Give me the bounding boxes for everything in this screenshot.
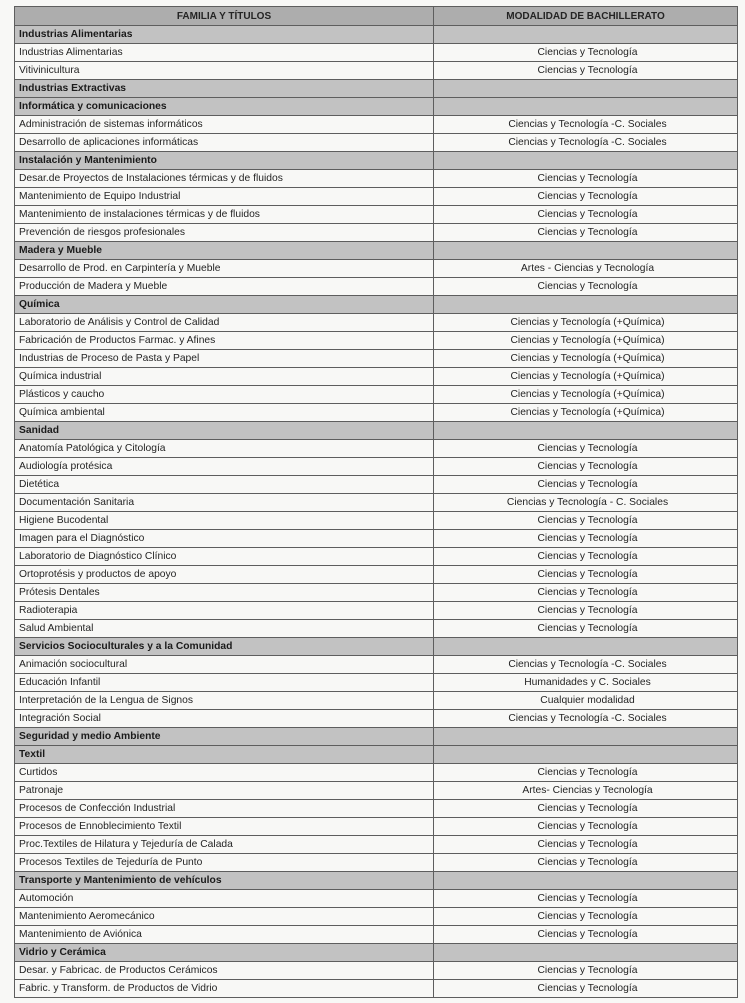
title-name: Mantenimiento de Aviónica: [15, 926, 434, 944]
modality-value: Ciencias y Tecnología: [434, 206, 738, 224]
title-name: Plásticos y caucho: [15, 386, 434, 404]
title-name: Administración de sistemas informáticos: [15, 116, 434, 134]
header-modality: MODALIDAD DE BACHILLERATO: [434, 7, 738, 26]
table-header-row: [15, 7, 738, 26]
family-modality-cell: [434, 728, 738, 746]
table-row: [15, 926, 738, 944]
table-row: [15, 494, 738, 512]
title-name: Producción de Madera y Mueble: [15, 278, 434, 296]
modality-value: Ciencias y Tecnología: [434, 170, 738, 188]
title-name: Prótesis Dentales: [15, 584, 434, 602]
title-name: Proc.Textiles de Hilatura y Tejeduría de Calada: [15, 836, 434, 854]
title-name: Animación sociocultural: [15, 656, 434, 674]
table-row: [15, 980, 738, 998]
title-name: Dietética: [15, 476, 434, 494]
modality-value: Ciencias y Tecnología: [434, 62, 738, 80]
title-name: Interpretación de la Lengua de Signos: [15, 692, 434, 710]
table-row: [15, 818, 738, 836]
title-name: Industrias Alimentarias: [15, 44, 434, 62]
title-name: Desarrollo de aplicaciones informáticas: [15, 134, 434, 152]
family-name: Industrias Alimentarias: [15, 26, 434, 44]
title-name: Mantenimiento de instalaciones térmicas y de fluidos: [15, 206, 434, 224]
table-row: [15, 44, 738, 62]
modality-value: Ciencias y Tecnología: [434, 188, 738, 206]
title-name: Procesos de Ennoblecimiento Textil: [15, 818, 434, 836]
modality-value: Ciencias y Tecnología: [434, 602, 738, 620]
table-row: [15, 440, 738, 458]
family-row: [15, 242, 738, 260]
family-row: [15, 26, 738, 44]
table-row: [15, 836, 738, 854]
table-row: [15, 854, 738, 872]
table-row: [15, 206, 738, 224]
table-row: [15, 278, 738, 296]
family-modality-cell: [434, 944, 738, 962]
modality-value: Ciencias y Tecnología: [434, 44, 738, 62]
table-row: [15, 530, 738, 548]
table-row: [15, 890, 738, 908]
modality-value: Ciencias y Tecnología: [434, 980, 738, 998]
family-row: [15, 80, 738, 98]
family-row: [15, 944, 738, 962]
modality-value: Ciencias y Tecnología (+Química): [434, 332, 738, 350]
modality-value: Artes- Ciencias y Tecnología: [434, 782, 738, 800]
family-name: Seguridad y medio Ambiente: [15, 728, 434, 746]
family-modality-cell: [434, 152, 738, 170]
family-name: Instalación y Mantenimiento: [15, 152, 434, 170]
modality-value: Ciencias y Tecnología: [434, 818, 738, 836]
title-name: Integración Social: [15, 710, 434, 728]
modality-value: Ciencias y Tecnología: [434, 800, 738, 818]
modality-value: Ciencias y Tecnología: [434, 926, 738, 944]
title-name: Patronaje: [15, 782, 434, 800]
family-name: Química: [15, 296, 434, 314]
title-name: Salud Ambiental: [15, 620, 434, 638]
modality-value: Ciencias y Tecnología (+Química): [434, 314, 738, 332]
table-row: [15, 134, 738, 152]
table-body: [15, 26, 738, 998]
title-name: Curtidos: [15, 764, 434, 782]
title-name: Procesos Textiles de Tejeduría de Punto: [15, 854, 434, 872]
table-row: [15, 548, 738, 566]
family-row: [15, 98, 738, 116]
modality-value: Ciencias y Tecnología (+Química): [434, 350, 738, 368]
table-row: [15, 368, 738, 386]
modality-value: Ciencias y Tecnología: [434, 854, 738, 872]
title-name: Anatomía Patológica y Citología: [15, 440, 434, 458]
title-name: Procesos de Confección Industrial: [15, 800, 434, 818]
title-name: Desar. y Fabricac. de Productos Cerámicos: [15, 962, 434, 980]
title-name: Vitivinicultura: [15, 62, 434, 80]
table-row: [15, 62, 738, 80]
family-name: Sanidad: [15, 422, 434, 440]
title-name: Prevención de riesgos profesionales: [15, 224, 434, 242]
modality-value: Ciencias y Tecnología: [434, 962, 738, 980]
family-modality-cell: [434, 26, 738, 44]
family-row: [15, 728, 738, 746]
modality-value: Artes - Ciencias y Tecnología: [434, 260, 738, 278]
table-row: [15, 800, 738, 818]
title-name: Laboratorio de Análisis y Control de Calidad: [15, 314, 434, 332]
title-name: Desarrollo de Prod. en Carpintería y Mueble: [15, 260, 434, 278]
family-modality-cell: [434, 296, 738, 314]
family-name: Transporte y Mantenimiento de vehículos: [15, 872, 434, 890]
title-name: Química ambiental: [15, 404, 434, 422]
header-family-titles: FAMILIA Y TÍTULOS: [15, 7, 434, 26]
table-row: [15, 170, 738, 188]
table-row: [15, 566, 738, 584]
title-name: Laboratorio de Diagnóstico Clínico: [15, 548, 434, 566]
modality-value: Ciencias y Tecnología: [434, 908, 738, 926]
modality-value: Ciencias y Tecnología -C. Sociales: [434, 710, 738, 728]
table-row: [15, 710, 738, 728]
family-modality-cell: [434, 98, 738, 116]
modality-value: Ciencias y Tecnología: [434, 836, 738, 854]
modality-value: Ciencias y Tecnología: [434, 548, 738, 566]
family-name: Informática y comunicaciones: [15, 98, 434, 116]
table-row: [15, 476, 738, 494]
family-name: Textil: [15, 746, 434, 764]
table-row: [15, 674, 738, 692]
modality-value: Ciencias y Tecnología: [434, 476, 738, 494]
title-name: Química industrial: [15, 368, 434, 386]
family-modality-cell: [434, 746, 738, 764]
family-name: Servicios Socioculturales y a la Comunidad: [15, 638, 434, 656]
title-name: Radioterapia: [15, 602, 434, 620]
table-row: [15, 260, 738, 278]
family-row: [15, 296, 738, 314]
family-modality-cell: [434, 80, 738, 98]
modality-value: Ciencias y Tecnología: [434, 458, 738, 476]
table-row: [15, 386, 738, 404]
table-row: [15, 188, 738, 206]
modality-value: Humanidades y C. Sociales: [434, 674, 738, 692]
title-name: Desar.de Proyectos de Instalaciones térmicas y de fluidos: [15, 170, 434, 188]
family-name: Madera y Mueble: [15, 242, 434, 260]
family-row: [15, 422, 738, 440]
table-row: [15, 116, 738, 134]
table-row: [15, 332, 738, 350]
modality-value: Ciencias y Tecnología: [434, 440, 738, 458]
table-row: [15, 764, 738, 782]
modality-value: Ciencias y Tecnología: [434, 566, 738, 584]
family-row: [15, 152, 738, 170]
title-name: Documentación Sanitaria: [15, 494, 434, 512]
title-name: Imagen para el Diagnóstico: [15, 530, 434, 548]
table-row: [15, 908, 738, 926]
table-row: [15, 656, 738, 674]
modality-value: Ciencias y Tecnología: [434, 620, 738, 638]
modality-value: Ciencias y Tecnología: [434, 890, 738, 908]
title-name: Industrias de Proceso de Pasta y Papel: [15, 350, 434, 368]
table-row: [15, 692, 738, 710]
family-modality-cell: [434, 638, 738, 656]
table-row: [15, 350, 738, 368]
family-row: [15, 872, 738, 890]
family-row: [15, 638, 738, 656]
table-row: [15, 962, 738, 980]
title-name: Ortoprotésis y productos de apoyo: [15, 566, 434, 584]
family-name: Industrias Extractivas: [15, 80, 434, 98]
table-row: [15, 458, 738, 476]
modality-value: Ciencias y Tecnología -C. Sociales: [434, 116, 738, 134]
modality-value: Ciencias y Tecnología -C. Sociales: [434, 134, 738, 152]
family-name: Vidrio y Cerámica: [15, 944, 434, 962]
modality-value: Ciencias y Tecnología - C. Sociales: [434, 494, 738, 512]
title-name: Audiología protésica: [15, 458, 434, 476]
table-row: [15, 512, 738, 530]
modality-value: Ciencias y Tecnología: [434, 530, 738, 548]
table-row: [15, 602, 738, 620]
family-modality-cell: [434, 242, 738, 260]
modality-value: Ciencias y Tecnología: [434, 278, 738, 296]
titles-table: [14, 6, 738, 998]
modality-value: Ciencias y Tecnología: [434, 584, 738, 602]
family-row: [15, 746, 738, 764]
family-modality-cell: [434, 422, 738, 440]
table-row: [15, 404, 738, 422]
title-name: Mantenimiento Aeromecánico: [15, 908, 434, 926]
modality-value: Ciencias y Tecnología: [434, 224, 738, 242]
table-row: [15, 314, 738, 332]
title-name: Educación Infantil: [15, 674, 434, 692]
modality-value: Ciencias y Tecnología (+Química): [434, 368, 738, 386]
table-row: [15, 620, 738, 638]
table-row: [15, 584, 738, 602]
modality-value: Ciencias y Tecnología (+Química): [434, 404, 738, 422]
modality-value: Cualquier modalidad: [434, 692, 738, 710]
modality-value: Ciencias y Tecnología (+Química): [434, 386, 738, 404]
family-modality-cell: [434, 872, 738, 890]
table-row: [15, 782, 738, 800]
title-name: Fabric. y Transform. de Productos de Vidrio: [15, 980, 434, 998]
modality-value: Ciencias y Tecnología -C. Sociales: [434, 656, 738, 674]
modality-value: Ciencias y Tecnología: [434, 512, 738, 530]
title-name: Mantenimiento de Equipo Industrial: [15, 188, 434, 206]
title-name: Automoción: [15, 890, 434, 908]
modality-value: Ciencias y Tecnología: [434, 764, 738, 782]
table-row: [15, 224, 738, 242]
title-name: Fabricación de Productos Farmac. y Afines: [15, 332, 434, 350]
title-name: Higiene Bucodental: [15, 512, 434, 530]
